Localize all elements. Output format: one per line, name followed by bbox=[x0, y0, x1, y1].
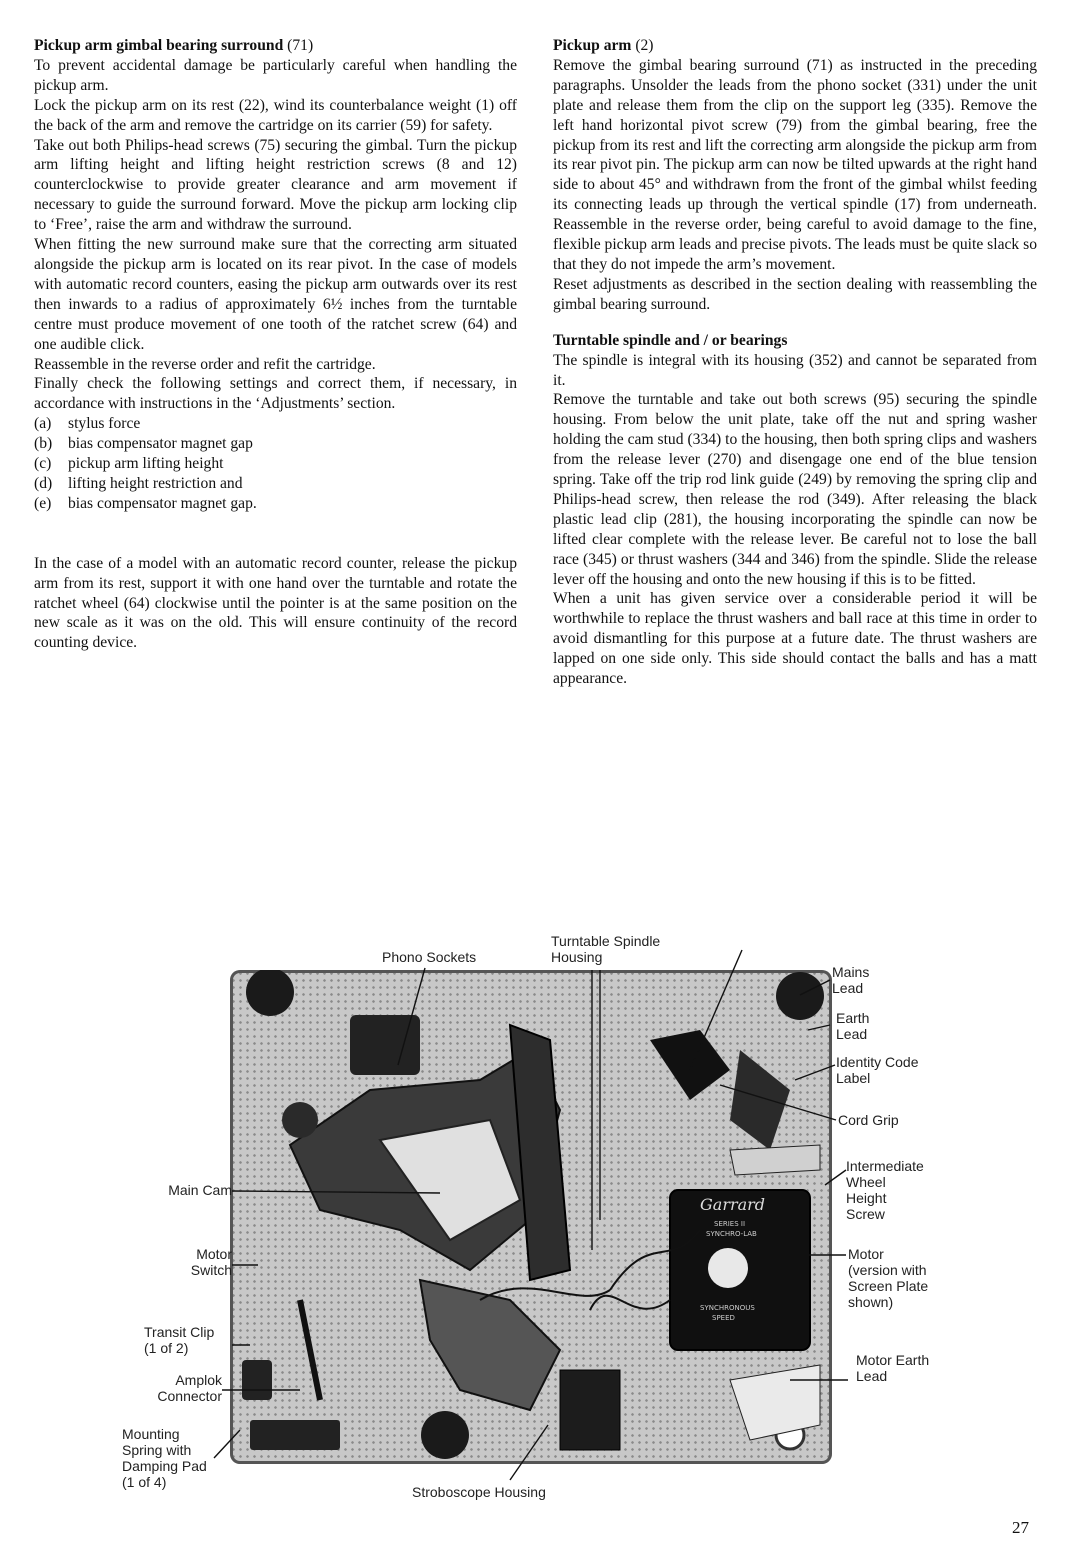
callout-mounting-spring: Mounting Spring with Damping Pad (1 of 4) bbox=[122, 1426, 207, 1490]
callout-intermediate-wheel: Intermediate Wheel Height Screw bbox=[846, 1158, 924, 1222]
callout-motor: Motor (version with Screen Plate shown) bbox=[848, 1246, 929, 1310]
list-item: (b) bias compensator magnet gap bbox=[34, 435, 253, 453]
callout-mains-lead: Mains Lead bbox=[832, 964, 870, 996]
callout-motor-earth-lead: Motor Earth Lead bbox=[856, 1352, 930, 1384]
list-item: (a) stylus force bbox=[34, 415, 141, 433]
svg-text:SERIES II: SERIES II bbox=[714, 1220, 746, 1228]
right-column bbox=[553, 36, 1037, 689]
svg-text:SPEED: SPEED bbox=[712, 1314, 735, 1322]
callout-phono-sockets: Phono Sockets bbox=[382, 949, 477, 965]
callout-earth-lead: Earth Lead bbox=[836, 1010, 870, 1042]
list-item: (c) pickup arm lifting height bbox=[34, 455, 224, 473]
paragraph: To prevent accidental damage be particularly careful when handling the pickup arm. bbox=[34, 56, 517, 94]
list-item: (e) bias compensator magnet gap. bbox=[34, 494, 257, 512]
paragraph: Reassemble in the reverse order and refit the cartridge. bbox=[34, 355, 376, 373]
section-heading-pickup-arm: Pickup arm (2) bbox=[553, 37, 654, 54]
paragraph: Remove the turntable and take out both screws (95) securing the spindle housing. From below the unit plate, take off the nut and spring washer holding the cam stud (334) to the housing, then both spring clips and washers from the release lever (270) and disengage one end of the blue tension spring. Take off the trip rod link guide (249) by removing the spring clip and Philips-head screw, then release the rod (349). After releasing the black plastic lead clip (281), the housing incorporating the spindle can now be lifted clear complete with the release lever. Be careful not to lose the ball race (345) or thrust washers (344 and 346) from the spindle. Slide the release lever off the housing and onto the new housing if this is to be fitted. bbox=[553, 391, 1037, 588]
paragraph: Reset adjustments as described in the section dealing with reassembling the gimbal bearing surround. bbox=[553, 275, 1037, 313]
section-heading-turntable-spindle: Turntable spindle and / or bearings bbox=[553, 331, 788, 349]
callout-identity-code-label: Identity Code Label bbox=[836, 1054, 919, 1086]
callout-stroboscope-housing: Stroboscope Housing bbox=[412, 1484, 546, 1500]
svg-text:SYNCHRO-LAB: SYNCHRO-LAB bbox=[706, 1230, 757, 1238]
left-column bbox=[34, 36, 517, 653]
paragraph: Remove the gimbal bearing surround (71) as instructed in the preceding paragraphs. Unsolder the leads from the phono socket (331) under the unit plate and release them from the clip on the support leg (335). Remove the left hand horizontal pivot screw (79) from the gimbal bearing, free the pickup from its rest and lift the correcting arm alongside the pickup arm from its rear pivot pin. The pickup arm can now be tilted upwards at the right hand side to about 45° and withdrawn from the front of the gimbal whilst feeding its connecting leads up through the vertical spindle (17) from underneath. Reassemble in the reverse order, being careful to avoid damage to the fine, flexible pickup arm leads and precise pivots. The leads must be quite slack so that they do not impede the arm’s movement. bbox=[553, 56, 1037, 273]
paragraph: Finally check the following settings and correct them, if necessary, in accordance with instructions in the ‘Adjustments’ section. bbox=[34, 375, 517, 413]
paragraph: Lock the pickup arm on its rest (22), wind its counterbalance weight (1) off the back of the arm and remove the cartridge on its carrier (59) for safety. bbox=[34, 96, 517, 134]
paragraph: Take out both Philips-head screws (75) securing the gimbal. Turn the pickup arm lifting height and lifting height restriction screws (8 and 12) counterclockwise to provide greater clearance and arm movement if necessary to guide the surround forward. Move the pickup arm locking clip to ‘Free’, raise the arm and withdraw the surround. bbox=[34, 136, 517, 234]
callout-turntable-spindle-housing: Turntable Spindle Housing bbox=[551, 933, 661, 965]
paragraph: When a unit has given service over a considerable period it will be worthwhile to replace the thrust washers and ball race at this time in order to avoid dismantling for this purpose at a future date. The thrust washers are lapped on one side only. This side should contact the balls and has a matt appearance. bbox=[553, 590, 1037, 688]
turntable-underside-figure bbox=[0, 920, 1065, 1510]
callout-motor-switch: Motor Switch bbox=[190, 1246, 232, 1278]
callout-amplok-connector: Amplok Connector bbox=[157, 1372, 222, 1404]
paragraph: In the case of a model with an automatic record counter, release the pickup arm from its rest, support it with one hand over the turntable and rotate the ratchet wheel (64) clockwise until the pointer is at the same position on the new scale as it was on the old. This will ensure continuity of the record counting device. bbox=[34, 554, 517, 652]
paragraph: When fitting the new surround make sure that the correcting arm situated alongside the pickup arm is located on its rear pivot. In the case of models with automatic record counters, easing the pickup arm outwards over its rest then inwards to a radius of approximately 6½ inches from the turntable centre must produce movement of one tooth of the ratchet screw (64) and one audible click. bbox=[34, 236, 517, 353]
list-item: (d) lifting height restriction and bbox=[34, 474, 243, 492]
svg-text:SYNCHRONOUS: SYNCHRONOUS bbox=[700, 1304, 755, 1312]
svg-text:Garrard: Garrard bbox=[700, 1195, 766, 1214]
page-number: 27 bbox=[1012, 1518, 1029, 1537]
paragraph: The spindle is integral with its housing (352) and cannot be separated from it. bbox=[553, 351, 1037, 389]
callout-cord-grip: Cord Grip bbox=[838, 1112, 899, 1128]
settings-checklist bbox=[34, 414, 517, 514]
callout-main-cam: Main Cam bbox=[168, 1182, 232, 1198]
section-heading-gimbal-surround: Pickup arm gimbal bearing surround (71) bbox=[34, 37, 314, 54]
callout-transit-clip: Transit Clip (1 of 2) bbox=[144, 1324, 215, 1356]
